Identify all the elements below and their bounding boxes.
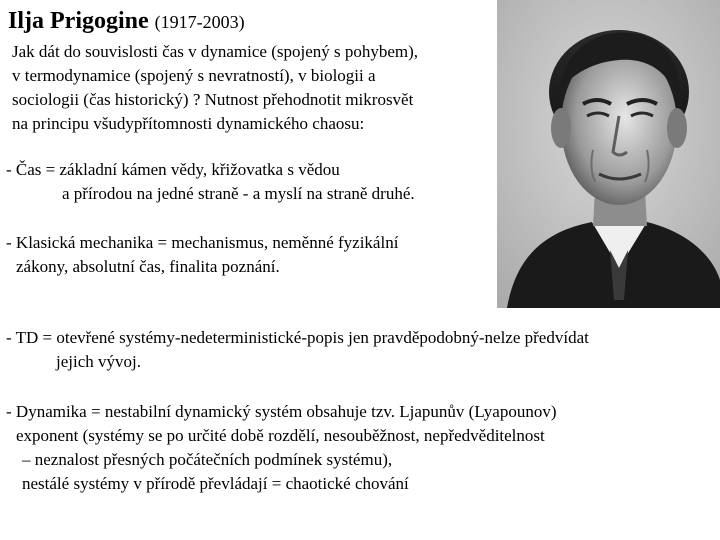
point-line: - Klasická mechanika = mechanismus, neměnné fyzikální xyxy=(6,233,399,252)
point-time xyxy=(6,158,415,206)
page-title xyxy=(8,6,245,39)
intro-paragraph xyxy=(12,40,502,136)
point-line: - Dynamika = nestabilní dynamický systém obsahuje tzv. Ljapunův (Lyapounov) xyxy=(6,402,557,421)
person-name: Ilja Prigogine xyxy=(8,8,149,34)
point-line: a přírodou na jedné straně - a myslí na straně druhé. xyxy=(62,184,415,203)
life-dates: (1917-2003) xyxy=(154,12,245,32)
intro-line: sociologii (čas historický) ? Nutnost přehodnotit mikrosvět xyxy=(12,90,414,109)
point-thermodynamics xyxy=(6,326,589,374)
point-line: nestálé systémy v přírodě převládají = chaotické chování xyxy=(22,474,409,493)
point-dynamics xyxy=(6,400,556,496)
point-classical-mechanics xyxy=(6,231,398,279)
point-line: zákony, absolutní čas, finalita poznání. xyxy=(16,257,280,276)
point-line: - Čas = základní kámen vědy, křižovatka s vědou xyxy=(6,160,340,179)
portrait-photo xyxy=(497,0,720,308)
point-line: - TD = otevřené systémy-nedeterministické-popis jen pravděpodobný-nelze předvídat xyxy=(6,328,589,347)
intro-line: v termodynamice (spojený s nevratností), v biologii a xyxy=(12,66,376,85)
point-line: jejich vývoj. xyxy=(56,352,141,371)
point-line: – neznalost přesných počátečních podmínek systému), xyxy=(22,450,393,469)
intro-line: na principu všudypřítomnosti dynamického chaosu: xyxy=(12,114,365,133)
intro-line: Jak dát do souvislosti čas v dynamice (spojený s pohybem), xyxy=(12,42,419,61)
point-line: exponent (systémy se po určité době rozdělí, nesouběžnost, nepředvěditelnost xyxy=(16,426,545,445)
